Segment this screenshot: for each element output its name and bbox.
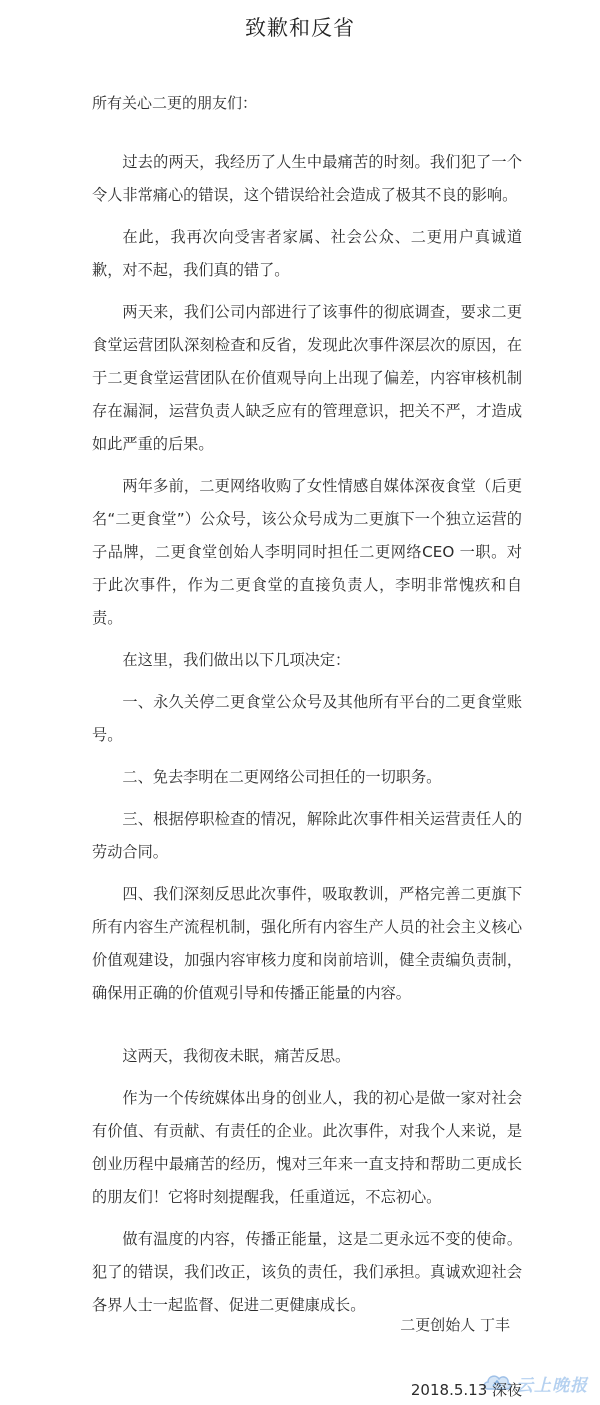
paragraph: 这两天，我彻夜未眠，痛苦反思。: [122, 1047, 351, 1065]
watermark-text: 云上晚报: [516, 1375, 588, 1396]
signature: 二更创始人 丁丰: [400, 1316, 510, 1334]
paragraph: 在此，我再次向受害者家属、社会公众、二更用户真诚道歉，对不起，我们真的错了。: [92, 228, 522, 279]
document-title: 致歉和反省: [245, 16, 355, 40]
paragraph: 过去的两天，我经历了人生中最痛苦的时刻。我们犯了一个令人非常痛心的错误，这个错误给社会造成了极其不良的影响。: [92, 153, 522, 204]
decision-item: 四、我们深刻反思此次事件，吸取教训，严格完善二更旗下所有内容生产流程机制，强化所有内容生产人员的社会主义核心价值观建设，加强内容审核力度和岗前培训，健全责编负责制，确保用正确的价值观引导和传播正能量的内容。: [92, 885, 522, 1002]
paragraph: 两天来，我们公司内部进行了该事件的彻底调查，要求二更食堂运营团队深刻检查和反省，发现此次事件深层次的原因，在于二更食堂运营团队在价值观导向上出现了偏差，内容审核机制存在漏洞，运营负责人缺乏应有的管理意识，把关不严，才造成如此严重的后果。: [92, 303, 522, 453]
decision-item: 一、永久关停二更食堂公众号及其他所有平台的二更食堂账号。: [92, 693, 522, 744]
letter-body: [92, 146, 522, 1331]
paragraph: 两年多前，二更网络收购了女性情感自媒体深夜食堂（后更名“二更食堂”）公众号，该公众号成为二更旗下一个独立运营的子品牌，二更食堂创始人李明同时担任二更网络CEO 一职。对于此次事件，作为二更食堂的直接负责人，李明非常愧疚和自责。: [92, 477, 522, 627]
salutation: 所有关心二更的朋友们：: [92, 94, 258, 112]
date: 2018.5.13 深夜: [410, 1381, 522, 1399]
paragraph: 作为一个传统媒体出身的创业人，我的初心是做一家对社会有价值、有贡献、有责任的企业。此次事件，对我个人来说，是创业历程中最痛苦的经历，愧对三年来一直支持和帮助二更成长的朋友们！它将时刻提醒我，任重道远，不忘初心。: [92, 1089, 522, 1206]
decision-item: 二、免去李明在二更网络公司担任的一切职务。: [122, 768, 442, 786]
decision-item: 三、根据停职检查的情况，解除此次事件相关运营责任人的劳动合同。: [92, 810, 522, 861]
paragraph: 做有温度的内容，传播正能量，这是二更永远不变的使命。犯了的错误，我们改正，该负的责任，我们承担。真诚欢迎社会各界人士一起监督、促进二更健康成长。: [92, 1230, 522, 1314]
paragraph: 在这里，我们做出以下几项决定：: [122, 651, 351, 669]
